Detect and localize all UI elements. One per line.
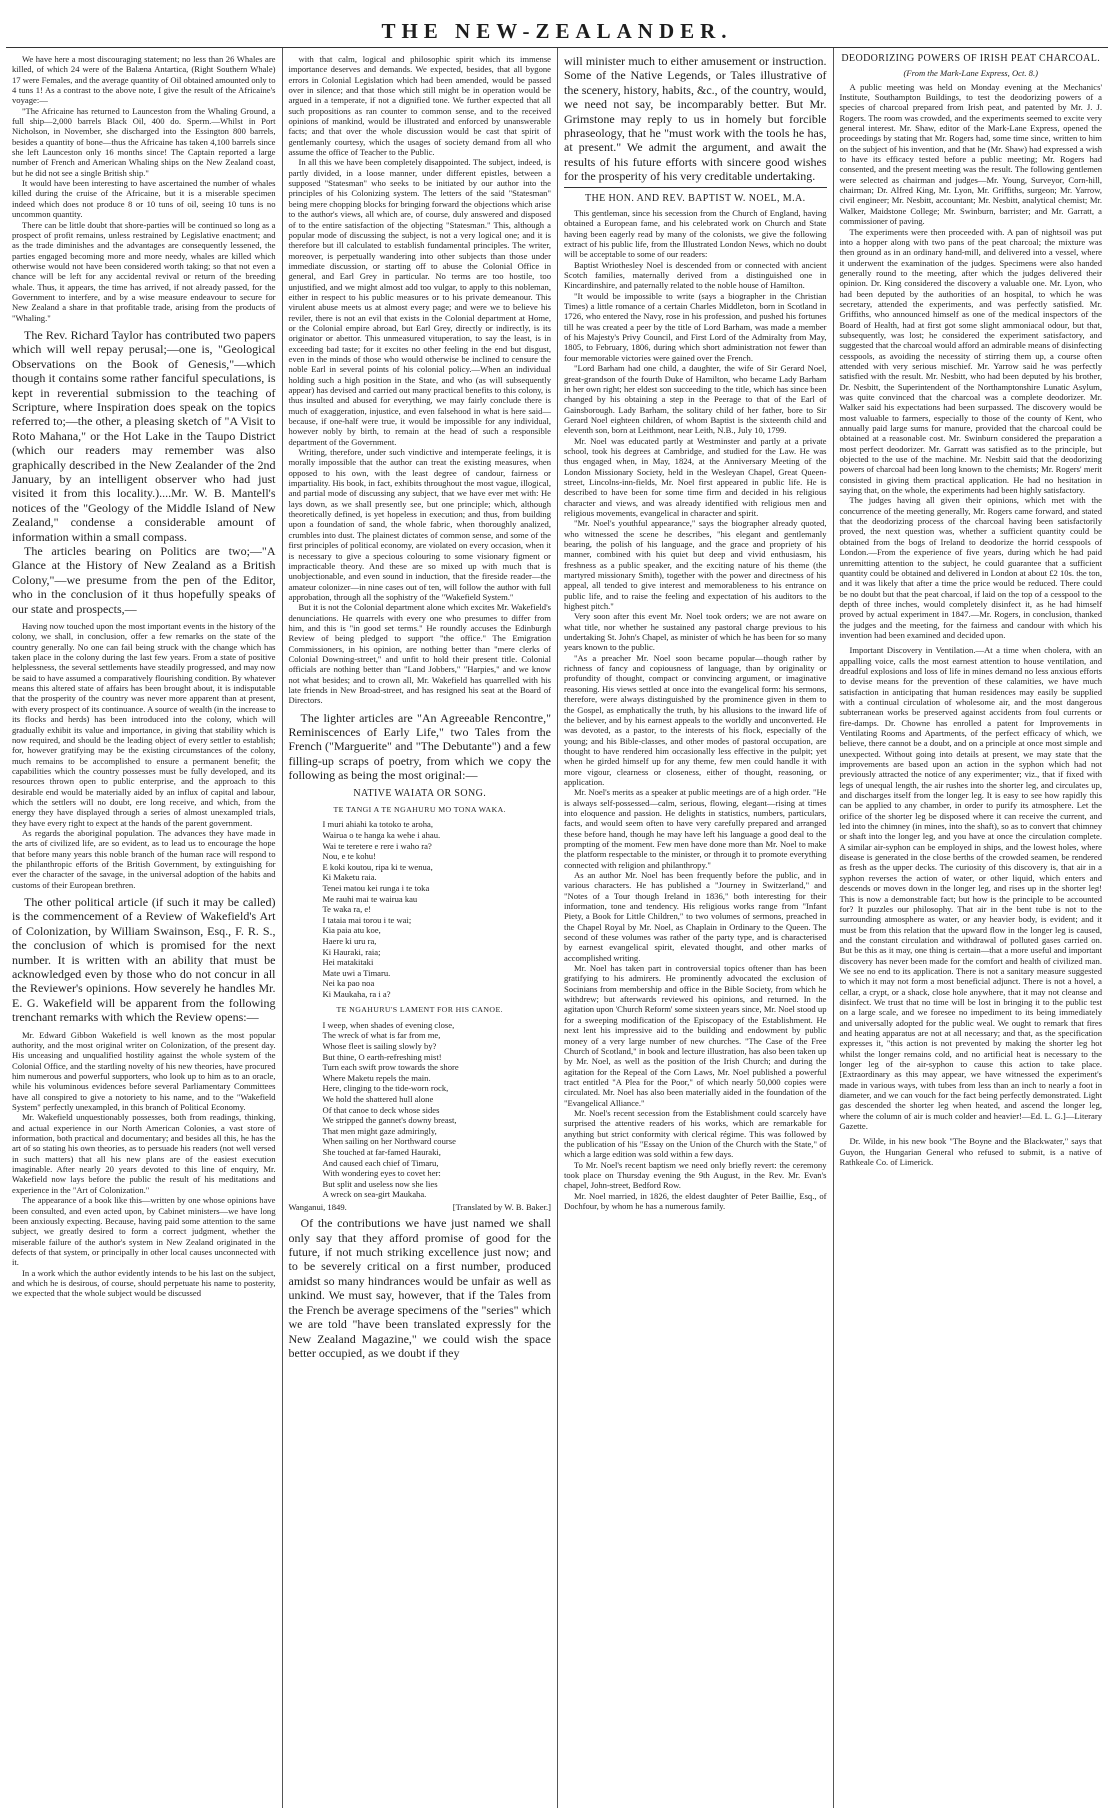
paragraph: A public meeting was held on Monday evening at the Mechanics' Institute, Southampton Buildings, to test the deodorizing powers of a species of charcoal prepared from Irish peat, and patented by Mr. J. J. Rogers. The room was crowded, and the experiments seemed to excite very general interest. Mr. Shaw, editor of the Mark-Lane Express, opened the proceedings by stating that Mr. Rogers had, some time since, written to him on the subject of his invention, and that he (Mr. Shaw) had expressed a wish to have its efficacy tested before a public meeting; Mr. Rogers had consented, and the present meeting was the result. The following gentlemen were selected as chairman and judges—Mr. Young, Surveyor, Corn-hill, chairman; Dr. Alfred King, Mr. Lyon, Mr. Griffiths, surgeon; Mr. Yarrow, civil engineer; Mr. Nesbitt, accountant; Mr. Nesbitt, analytical chemist; Mr. Walker, Maidstone College; Mr. Swinburn, barrister; and Mr. Garratt, a commissioner of paving.: [839, 81, 1102, 227]
columns: [6, 48, 1108, 1808]
column-2: [282, 48, 558, 1808]
article-heading: THE HON. AND REV. BAPTIST W. NOEL, M.A.: [584, 192, 806, 204]
poem-credit: [Translated by W. B. Baker.]: [452, 1201, 551, 1212]
quoted-extract: [12, 621, 276, 890]
paragraph: There can be little doubt that shore-parties will be continued so long as a prospect of profit remains, unless restrained by Legislative enactment; and as the trade diminishes and the advantages are consequently lessened, the parties engaged becoming more and more needy, whales are killed which otherwise would not have been considered worth taking; so that not even a chance will be left for any accidental revival or return of the breeding whale. Thus, it appears, the time has arrived, if not already passed, for the Government to interfere, and by a wise measure endeavour to secure for New Zealand a share in that profitable trade, arising from the products of "Whaling.": [12, 219, 276, 323]
paragraph: "Mr. Noel's youthful appearance," says the biographer already quoted, who witnessed the scene he describes, "his elegant and gentlemanly bearing, the polish of his language, and the grace and propriety of his manner, combined with his quiet but deep and vivid enthusiasm, his freshness as a public speaker, and the exciting nature of his theme (the martyred missionary Smith), together with the power and directness of his appeal, all tended to give interest and memorableness to his entrance on public life, and to raise the feeling and expectation of his auditors to the highest pitch.": [564, 518, 827, 612]
review-lead: [289, 1216, 552, 1360]
paragraph: Baptist Wriothesley Noel is descended from or connected with ancient Scotch families, maternally derived from a distinguished one in Kincardinshire, and paternally related to the noble house of Hamilton.: [564, 259, 827, 291]
paragraph: Writing, therefore, under such vindictive and intemperate feelings, it is morally impossible that the author can treat the existing measures, when opposed to his own, with the least degree of candour, fairness or impartiality. His book, in fact, exhibits throughout the most vague, illogical, and partial mode of discussing any subject, that we have ever met with: He lays down, as we shall presently see, but one principle; which, although theoretically defined, is yet hopeless in execution; and thus, from building upon a foundation of sand, the whole fabric, when thoroughly analized, crumbles into dust. The plainest dictates of common sense, and some of the first principles of political economy, are violated on every occasion, when it is necessary to give a specious colouring to some visionary figment or impracticable theory. And these are so mixed up with much that is unobjectionable, and even sound in induction, that the fireside reader—the amateur colonizer—in nine cases out of ten, will follow the author with full approbation, through all the sophistry of the "Wakefield System.": [288, 447, 551, 602]
paragraph: will minister much to either amusement or instruction. Some of the Native Legends, or Tales illustrative of the scenery, history, habits, &c., of the country, would, we need not say, be incomparably better. But Mr. Grimstone may reply to us in homely but forcible phraseology, that he "must work with the tools he has, at present." We admit the argument, and await the results of his future efforts with sincere good wishes for the prosperity of his very creditable undertaking.: [564, 54, 827, 184]
poem-line: E koki koutou, ripa ki te wenua,: [322, 861, 433, 872]
poem-line: I weep, when shades of evening close,: [322, 1019, 455, 1030]
paragraph: Of the contributions we have just named we shall only say that they afford promise of good for the future, if not much striking excellence just now; and to be severely critical on a first number, produced amidst so many hindrances would be unfair as well as unkind. We must say, however, that if the Tales from the French be average specimens of the "series" which we are told "have been translated expressly for the New Zealand Magazine," we could wish the space better occupied, as we doubt if they: [288, 1216, 551, 1360]
poem-line: I muri ahiahi ka totoko te aroha,: [322, 819, 433, 830]
poem-subtitle: TE TANGI A TE NGAHURU MO TONA WAKA.: [333, 805, 506, 815]
paragraph: "The Africaine has returned to Launceston from the Whaling Ground, a full ship—2,000 barrels Black Oil, 400 do. Sperm.—Whilst in Port Nicholson, in November, she discharged into the Essington 800 barrels, besides a quantity of bone—thus the Africaine has taken 4,100 barrels since she left Launceston only 16 months since! The Captain reported a large number of French and American Whaling ships on the New Zealand coast, but he did not see a single British ship.": [12, 105, 276, 178]
poem-line: A wreck on sea-girt Maukaha.: [322, 1189, 427, 1200]
poem-line: And caused each chief of Timaru,: [322, 1157, 439, 1168]
masthead: THE NEW-ZEALANDER.: [381, 19, 733, 43]
paragraph: The experiments were then proceeded with. A pan of nightsoil was put into a hopper along with two pans of the peat charcoal; the mixture was then ground as in an ordinary hand-mill, and delivered into a vessel, where it underwent the examination of the judges. Specimens were also handed generally round to the meeting, after which the judges delivered their opinion. Dr. King considered the discovery a valuable one. Mr. Lyon, who had been deputed by the authorities of an hospital, to which he was secretary, attended the experiments, and was perfectly satisfied. Mr. Griffiths, who announced himself as one of the medical inspectors of the Board of Health, had at first got some slight ammoniacal odour, but that, subsequently, was lost; he considered the experiment satisfactory, and suggested that the charcoal would afford an admirable means of disinfecting cesspools, as avoiding the necessity of stirring them up, a course often attended with very serious mischief. Mr. Yarrow said he was perfectly satisfied with the result. Mr. Nesbitt, who had been deputed by his brother, Dr. Nesbitt, the Superintendent of the Northamptonshire Lunatic Asylum, was quite convinced that the charcoal was a complete deodorizer. Mr. Walker said his expectations had been surpassed. The discovery would be most valuable to farmers, especially to those of the county of Kent, who annually paid large sums for manure, provided that the charcoal could be obtained at a reasonable cost. Mr. Swinburn considered the preparation a most perfect deodorizer. Mr. Garratt was satisfied as to the principle, but objected to the use of the machine. Mr. Nesbitt said that the deodorizing powers of charcoal had been long known to the chemists; Mr. Rogers' merit consisted in giving them practical application. He had no hesitation in saying that, on the whole, the experiments had been highly satisfactory.: [839, 226, 1102, 496]
paragraph: Mr. Edward Gibbon Wakefield is well known as the most popular authority, and the most original writer on Colonization, of the present day. His unceasing and unqualified hostility against the whole system of the Colonial Office, and the startling novelty of his new theories, have procured him numerous and powerful supporters, who look up to him as to an oracle, while his voluminous evidences before several Parliamentary Committees have all conspired to give a notoriety to his name, and to the "Wakefield System" perfectly unexampled, in this branch of Political Economy.: [12, 1029, 276, 1113]
column-3: [557, 48, 833, 1808]
poem-line: Nei ka pao noa: [322, 978, 375, 989]
poem-line: Turn each swift prow towards the shore: [322, 1062, 459, 1073]
paragraph: Mr. Noel was educated partly at Westminster and partly at a private school, took his degrees at Cambridge, and studied for the Law. He was thus engaged when, in May, 1824, at the Anniversary Meeting of the London Missionary Society, held in the Wesleyan Chapel, Great Queen-street, Lincolns-inn-fields, Mr. Noel first appeared in public life. He is described to have been for some time firm and decided in his religious character and views, and was already identified with religious men and religious movements, evangelical in character and spirit.: [564, 435, 827, 518]
paragraph: The lighter articles are "An Agreeable Rencontre," Reminiscences of Early Life," two Tales from the French ("Marguerite" and "The Debutante") and a few filling-up scraps of poetry, from which we copy the following as being the most original:—: [288, 710, 551, 783]
poem-line: Ki Maukaha, ra i a?: [322, 988, 391, 999]
paragraph: The Rev. Richard Taylor has contributed two papers which will well repay perusal;—one is, "Geological Observations on the Book of Genesis,"—which though it contains some rather fanciful speculations, is kept in reverential submission to the teaching of Scripture, where Inspiration does speak on the topics referred to;—the other, a pleasing sketch of "A Visit to Roto Mahana," or the Hot Lake in the Taupo District (which our readers may remember was also graphically described in the New Zealander of the 2nd January, by an intelligent observer who had just visited it from this locality.)....Mr. W. B. Mantell's notices of the "Geology of the Middle Island of New Zealand," condense a considerable amount of information within a small compass.: [12, 327, 276, 544]
column-1: [6, 48, 282, 1808]
poem-line: Mate uwi a Timaru.: [322, 967, 391, 978]
paragraph: Mr. Noel married, in 1826, the eldest daughter of Peter Baillie, Esq., of Dochfour, by whom he has a numerous family.: [564, 1190, 827, 1211]
poem-line: The wreck of what is far from me,: [322, 1030, 441, 1041]
paragraph: This gentleman, since his secession from the Church of England, having obtained a European fame, and his celebrated work on Church and State having been eagerly read by many of the colonists, we give the following extract of his public life, from the Illustrated London News, which no doubt will be acceptable to some of our readers:: [564, 208, 827, 260]
paragraph: Dr. Wilde, in his new book "The Boyne and the Blackwater," says that Guyon, the Hungarian General who refused to submit, is a native of Rathkeale Co. of Limerick.: [839, 1136, 1102, 1168]
article-heading: DEODORIZING POWERS OF IRISH PEAT CHARCOAL.: [841, 53, 1101, 64]
poem-title: NATIVE WAIATA OR SONG.: [353, 787, 487, 799]
quoted-extract: [12, 1030, 276, 1299]
paragraph: Mr. Wakefield unquestionably possesses, both from readings, thinking, and actual experience in our North American Colonies, a vast store of information, both practical and documentary; and besides all this, he has the art of so stating his own theories, as to persuade his readers (not well versed in such matters) that all his new plans are of the easiest execution imaginable. After nearly 20 years devoted to this line of enquiry, Mr. Wakefield now lays before the public the result of his meditations and experience in the "Art of Colonization.": [12, 1112, 276, 1195]
poem-line: Here, clinging to the tide-worn rock,: [322, 1083, 449, 1094]
poem-line: Where Maketu repels the main.: [322, 1072, 431, 1083]
paragraph: "Lord Barham had one child, a daughter, the wife of Sir Gerard Noel, great-grandson of the fourth Duke of Hamilton, who became Lady Barham in her own right; her eldest son succeeding to the title, which has since been changed by his obtaining a step in the Peerage to that of the Earl of Gainsborough. Lady Barham, the solitary child of her father, bore to Sir Gerard Noel eighteen children, of whom Baptist is the sixteenth child and eleventh son, born at Leithmont, near Leith, N.B., July 10, 1799.: [564, 363, 827, 436]
poem-line: Wai te teretere e rere i waho ra?: [322, 840, 432, 851]
poem-line: Me rauhi mai te wairua kau: [322, 893, 418, 904]
poem-footer: [289, 1202, 552, 1212]
section-rule: [564, 187, 827, 188]
poem-line: Nou, e te kohu!: [322, 851, 376, 862]
poem-line: Ki Hauraki, raia;: [322, 946, 381, 957]
poem-line: But split and useless now she lies: [322, 1178, 438, 1189]
paragraph: Very soon after this event Mr. Noel took orders; we are not aware on what title, nor whether he sustained any pastoral charge previous to his undertaking St. John's Chapel, as minister of which he has been for so many years known to the public.: [564, 611, 827, 653]
paragraph: Mr. Noel's recent secession from the Establishment could scarcely have surprised the attentive readers of his works, which are remarkable for anything but strict conformity with clerical régime. This was followed by the publication of his "Essay on the Union of the Church with the State," of which a large edition was sold within a few days.: [564, 1107, 827, 1160]
paragraph: The judges having all given their opinions, which met with the concurrence of the meeting generally, Mr. Rogers came forward, and stated that the deodorizing process of the charcoal having been satisfactorily proved, the next question was, whether a sufficient quantity could be obtained from the bogs of Ireland to deodorize the horrid cesspools of London.—From the experience of five years, during which he had paid unremitting attention to the subject, he could guarantee that a sufficient quantity could be obtained and delivered in London at about £2 10s. the ton, and it was likely that after a time the price would be reduced. There could be no doubt but that the peat charcoal, if laid on the top of a cesspool to the depth of three inches, would completely disinfect it, as he had himself proved by actual experiment in 1847.—Mr. Rogers, in conclusion, thanked the judges and the meeting, for the fairness and candour with which his invention had been examined and decided upon.: [839, 495, 1102, 640]
poem-line: We hold the shattered hull alone: [322, 1093, 434, 1104]
poem-line: When sailing on her Northward course: [322, 1136, 456, 1147]
maori-poem: [323, 819, 552, 999]
paragraph: As regards the aboriginal population. The advances they have made in the arts of civilized life, are so evident, as to lead us to encourage the hope that before many years this noble branch of the human race will respond to the philanthropic efforts of the British Government, by extinguishing for ever the character of the savage, in the universal adoption of the habits and customs of their European brethren.: [12, 827, 276, 890]
poem-line: Whose fleet is sailing slowly by?: [322, 1041, 437, 1051]
poem-line: Hei matakitaki: [322, 957, 374, 968]
poem-line: That men might gaze admiringly,: [322, 1125, 437, 1136]
paragraph: Having now touched upon the most important events in the history of the colony, we shall, in conclusion, offer a few remarks on the state of the country generally. No one can fail being struck with the change which has taken place in the colony during the last few years. From a state of positive helplessness, the several settlements have steadily progressed, and may now be said to have assumed a comparatively flourishing condition. By whatever means this altered state of affairs has been brought about, it is indisputable that the prosperity of the country was never more apparent than at present, with every prospect of its continuance. A source of wealth (in the increase to its flocks and herds) has been introduced into the colony, which will gradually exhibit its value and importance, in giving that stability which is now required, and should be the leading object of every settler to establish; for, however gratifying may be the existing circumstances of the colony, much remains to be accomplished to ensure a permanent benefit; the capabilities which the country possesses must be fully developed, and its resources thrown open to public enterprise, and the approach to this desirable end would be materially aided by an influx of capital and labour, which the settlers will no doubt, ere long receive, and which, from the energy they have displayed through a series of almost unexampled trials, they have every right to expect at the hands of the parent government.: [12, 621, 276, 828]
poem-line: Tenei matou kei runga i te toka: [322, 882, 430, 893]
paragraph: "As a preacher Mr. Noel soon became popular—though rather by richness of fancy and copiousness of language, than by originality or profundity of thought, compact or convincing argument, or imaginative reasoning. His views settled at once into the evangelical form: his sermons, therefore, were always distinguished by the prominence given in them to the Gospel, as emphatically the truth, by his allusions to the inward life of the believer, and by his earnest appeals to the worldly and unconverted. He was devoted, as a pastor, to the interests of his flock, especially of the young; and his Bible-classes, and other modes of pastoral occupation, are thought to have rendered him occasionally less effective in the pulpit; yet when he girded himself up for any theme, few men could handle it with more vigour, clearness or closeness, either of thought, reasoning, or application.: [564, 652, 827, 787]
quoted-extract: [289, 54, 552, 706]
paragraph: with that calm, logical and philosophic spirit which its immense importance deserves and demands. We expected, besides, that all bygone errors in Colonial Legislation which had been amended, would be passed over in silence; and that those which still might be in operation would be argued in a temperate, if not a dignified tone. We further expected that all such propositions as ran counter to common sense, and to the received opinions of mankind, would be illustrated and enforced by unanswerable facts; and that over the whole discussion would be cast that spirit of gentlemanly courtesy, which the usages of society demand from all who assume the office of Teacher to the Public.: [288, 54, 551, 158]
paragraph: Mr. Noel's merits as a speaker at public meetings are of a high order. "He is always self-possessed—calm, serious, flowing, elegant—rising at times into eloquence and passion. He delights in statistics, numbers, particulars, facts, and would seem often to have very carefully prepared and arranged these before hand, though he may have left his language a good deal to the prompting of the moment. Few men have done more than Mr. Noel to make the platform respectable to the minister, or through it to promote everything connected with religion and philanthropy.": [564, 787, 827, 870]
paragraph: It would have been interesting to have ascertained the number of whales killed during the cruise of the Africaine, but it is a miserable specimen indeed which does not produce 8 or 10 tuns of oil, seeing 10 tuns is no uncommon quantity.: [12, 178, 276, 220]
paragraph: But it is not the Colonial department alone which excites Mr. Wakefield's denunciations. He quarrels with every one who presumes to differ from him, and this is "in good set terms." He roundly accuses the Edinburgh Review of being pledged to support "the office." The Emigration Commissioners, in his opinion, are nothing better than "mere clerks of Colonial Downing-street," and unfit to hold their present title. Colonial officials are nothing better than "Land Jobbers," "Harpies," and we know not what besides; and to crown all, Mr. Wakefield has quarrelled with his late friends in New Broad-street, and has resigned his seat at the Board of Directors.: [288, 602, 551, 706]
charcoal-article: [840, 82, 1103, 1168]
poem-line: I tataia mai torou i te wai;: [322, 914, 412, 925]
paragraph: The other political article (if such it may be called) is the commencement of a Review of Wakefield's Art of Colonization, by William Swainson, Esq., F. R. S., the conclusion of which is promised for the next number. It is written with an ability that must be acknowledged even by those who do not concur in all the Reviewer's opinions. How severely he handles Mr. E. G. Wakefield will be apparent from the following trenchant remarks with which the Review opens:—: [12, 895, 276, 1025]
paragraph: As an author Mr. Noel has been frequently before the public, and in various characters. He has published a "Journey in Switzerland," and "Notes of a Tour though Ireland in 1836," both interesting for their information, tone and tendency. His religious works range from "Infant Piety, a Book for Little Children," to two volumes of sermons, preached in the Chapel Royal by Mr. Noel, as Chaplain in Ordinary to the Queen. The second of these volumes was rather of the party type, and is characterised by earnest evangelical spirit, elevated thought, and other marks of accomplished writing.: [564, 870, 827, 963]
poem-line: Of that canoe to deck whose sides: [322, 1104, 440, 1115]
review-lead: [289, 711, 552, 783]
poem-line: Haere ki uru ra,: [322, 935, 377, 946]
poem-line: Te waka ra, e!: [322, 904, 372, 915]
poem-line: She touched at far-famed Hauraki,: [322, 1146, 441, 1157]
paragraph: The articles bearing on Politics are two;—"A Glance at the History of New Zealand as a British Colony,"—we presume from the pen of the Editor, who in the conclusion of it thus hopefully speaks of our state and prospects,—: [12, 544, 276, 616]
poem-line: We stripped the gannet's downy breast,: [322, 1115, 457, 1126]
paragraph: In all this we have been completely disappointed. The subject, indeed, is partly divided, in a loose manner, under different epistles, between a supposed "Statesman" who seeks to be initiated by our author into the principles of his Colonizing system. The letters of the said "Statesman" being mere chopping blocks for bringing forward the objections which arise to the author's views, all which are, of course, duly answered and disposed of to the entire satisfaction of the objecting "Statesman." This, although a popular mode of discussing the subject, is not a very logical one; and it is therefore but ill calculated to establish fundamental principles. The writer, moreover, is perpetually wandering into other subjects than those under immediate discussion, or starting off to abuse the Colonial Office in general, and Earl Grey in particular. No terms are too hostile, too unjustified, and we might almost add too vulgar, to apply to this nobleman, either in respect to his public measures or to his private demeanour. This virulent abuse meets us at almost every page; and were we to believe his reviler, there is not an evil that exists in the Colonial department at Home, or the Colonial empire abroad, but Earl Grey, directly or indirectly, is its originator or abettor. This unmeasured vituperation, to say the least, is in exceeding bad taste; for it excites no other feeling in the end but disgust, even in the minds of those who would otherwise be inclined to censure the noble Earl in several points of his colonial policy.—When an individual holding such a high position in the State, and who (as will subsequently appear) has devised and carried out many practical benefits to this colony, is thus insulted and abused for everything, we may fairly conclude there is much of exaggeration, injustice, and even falsehood in what is here said—because, if one-half were true, it would be impossible for any individual, however nobly by birth, to remain at the head of such a responsible department of the Government.: [288, 157, 551, 447]
poem-title: TE NGAHURU'S LAMENT FOR HIS CANOE.: [336, 1005, 503, 1015]
paragraph: The appearance of a book like this—written by one whose opinions have been consulted, and even acted upon, by Cabinet ministers—we have long been anxiously expecting. Because, having paid some attention to the same subject, we greatly desired to form a correct judgment, whether the miserable failure of the author's system in New Zealand originated in the defects of that system, or principally in other local causes unconnected with it.: [12, 1195, 276, 1268]
poem-line: Ki Maketu raia.: [322, 872, 377, 883]
review-lead: [12, 895, 276, 1025]
whaling-article: [12, 54, 276, 323]
poem-line: But thine, O earth-refreshing mist!: [322, 1051, 442, 1062]
review-lead: [12, 328, 276, 616]
column-4: [833, 48, 1109, 1808]
paragraph: Important Discovery in Ventilation.—At a time when cholera, with an appalling voice, calls the most earnest attention to house ventilation, and dreadful explosions and loss of life in mines demand no less anxious efforts to devise means for the prevention of these calamities, we have much satisfaction in anticipating that human residences may easily be supplied with a continual circulation of wholesome air, and the most dangerous subterranean works be preserved against accidents from foul currents or fire-damps. Dr. Chowne has enrolled a patent for Improvements in Ventilating Rooms and Apartments, of the perfect efficacy of which, we believe, there cannot be a doubt, and on a principle at once most simple and unexpected. Without going into details at present, we may state that the improvements are based upon an action in the syphon which had not previously attracted the notice of any experimenter; viz., that if fixed with legs of unequal length, the air rushes into the shorter leg, and circulates up, and discharges itself from the longer leg. It is easy to see how rapidly this can be applied to any chamber, in order to purify its atmosphere. Let the orifice of the shorter leg be disposed where it can receive the current, and led into the chimney (in mines, into the shaft), so as to convert that chimney or shaft into the longer leg, and you have at once the circulation complete. A similar air-syphon can be employed in ships, and the lowest holes, where disease is generated in the close berths of the crowded seamen, be rendered as fresh as the upper decks. The curiosity of this discovery is, that air in a syphon reverses the action of water, or other liquid, which enters and descends or moves down in the longer leg, and rises up in the shorter leg! This is now a demonstrable fact; but how is the principle to be accounted for? It puzzles our philosophy. That air in the bent tube is not to the surrounding atmosphere as water, or any heavier body, is evident; and it must be from this relation that the upward flow in the longer leg is caused, and the constant circulation and withdrawal of polluted gases carried on. But be this as it may, one thing is certain—that a more useful and important discovery has never been made for the comfort and health of civilized man. We see no end to its application. There is not a sanitary measure suggested to which it may not form a most beneficial adjunct. There is not a hovel, a cellar, a crypt, or a shack, close hole anywhere, that it may not cleanse and disinfect. We trust that no time will be lost in bringing it to the public test on a large scale, and we foresee no impediment to its being immediately and universally adopted for the public weal. We ought to remark that fires and heating apparatus are not at all necessary; and that, as the specification expresses it, "this action is not prevented by making the shorter leg hot whilst the longer remains cold, and no artificial heat is necessary to the longer leg of the air-syphon to cause this action to take place. [Extraordinary as this may appear, we have witnessed the experiment's made in various ways, with tubes from less than an inch to nearly a foot in diameter, and we can vouch for the fact being perfectly demonstrated. Light gas descended the shorter leg when heated, and ascend the longer leg, where the column of air is much colder and heavier!—Ed. L. G.]—Literary Gazette.: [839, 645, 1102, 1132]
poem-place: Wanganui, 1849.: [288, 1201, 347, 1212]
paragraph: We have here a most discouraging statement; no less than 26 Whales are killed, of which 24 were of the Balæna Antartica, (Right Southern Whale) 17 were Females, and the average quantity of Oil obtained amounted only to 4 tuns 1! As a contrast to the above note, I give the result of the Africaine's voyage:—: [12, 54, 276, 106]
paragraph: Mr. Noel has taken part in controversial topics oftener than has been gratifying to his admirers. He prominently advocated the exclusion of Socinians from membership and office in the Bible Society, from which he withdrew; but afterwards reviewed his opinions, and returned. In the agitation upon 'Church Reform' some sixteen years since, Mr. Noel stood up for a sweeping modification of the Episcopacy of the Establishment. He next lent his impressive aid to the building and endowment by public money of a very large number of new churches. "The Case of the Free Church of Scotland," in book and lecture illustration, has also been taken up by Mr. Noel, as well as the position of the Irish Church; and during the agitation for the Repeal of the Corn Laws, Mr. Noel published a powerful tract entitled "A Plea for the Poor," of which nearly 50,000 copies were circulated. Mr. Noel has also been materially aided in the foundation of the "Evangelical Alliance.": [564, 963, 827, 1108]
poem-line: Kia paia atu koe,: [322, 925, 381, 936]
review-lead: [564, 54, 827, 184]
paragraph: To Mr. Noel's recent baptism we need only briefly revert: the ceremony took place on Thursday evening the 9th August, in the Rev. Mr. Evan's chapel, John-street, Bedford Row.: [564, 1159, 827, 1191]
article-source: (From the Mark-Lane Express, Oct. 8.): [903, 68, 1038, 79]
paragraph: "It would be impossible to write (says a biographer in the Christian Times) a little romance of a certain Charles Middleton, born in Scotland in 1726, who entered the Navy, rose in his profession, and pushed his fortunes till he was created a peer by the title of Lord Barham, was made a member of his Majesty's Privy Council, and First Lord of the Admiralty from May, 1805, to February, 1806, during which short administration not fewer than four memorable victories were gained over the French.: [564, 290, 827, 363]
poem-line: Wairua o te hanga ka wehe i ahau.: [322, 829, 441, 840]
english-poem: [323, 1020, 552, 1200]
paragraph: In a work which the author evidently intends to be his last on the subject, and which he is desirous, of course, should perpetuate his name to posterity, we expected that the whole subject would be discussed: [12, 1267, 276, 1299]
poem-line: With wondering eyes to covet her:: [322, 1168, 441, 1179]
noel-article: [564, 208, 827, 1211]
